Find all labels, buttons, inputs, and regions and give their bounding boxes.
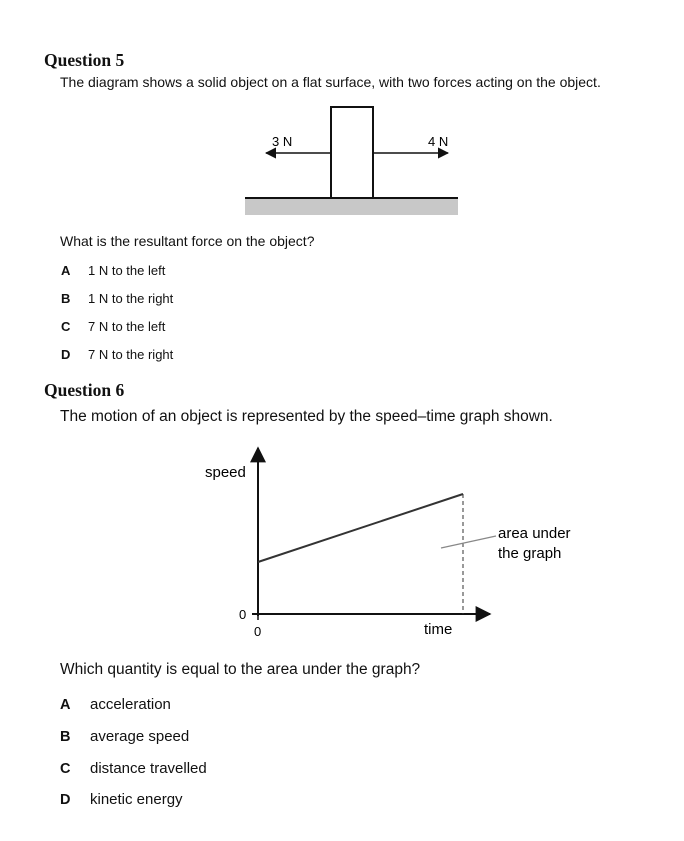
left-force-label: 3 N (272, 134, 293, 149)
option-c-text: 7 N to the left (88, 319, 166, 334)
flat-surface (245, 198, 458, 215)
question-6-prompt: Which quantity is equal to the area under the graph? (60, 661, 421, 678)
option-a-letter: A (61, 263, 71, 278)
question-6-title: Question 6 (44, 380, 125, 400)
y-origin-label: 0 (239, 607, 247, 622)
force-diagram (0, 0, 684, 230)
y-axis-label: speed (205, 464, 246, 481)
speed-line (258, 494, 463, 562)
option-d-letter: D (61, 347, 71, 362)
annotation-label-line-1: area under (498, 525, 571, 542)
option-b-letter: B (61, 291, 71, 306)
option-b-letter: B (60, 729, 71, 745)
option-c-text: distance travelled (90, 760, 207, 777)
option-a-letter: A (60, 697, 71, 713)
option-c-letter: C (61, 319, 71, 334)
question-5-stem: The diagram shows a solid object on a flat surface, with two forces acting on the object. (60, 74, 601, 90)
x-origin-label: 0 (254, 624, 262, 639)
option-b-text: 1 N to the right (88, 291, 174, 306)
question-5-prompt: What is the resultant force on the object? (60, 233, 315, 249)
option-d-letter: D (60, 792, 71, 808)
annotation-label-line-2: the graph (498, 545, 562, 562)
right-force-label: 4 N (428, 134, 449, 149)
question-5-title: Question 5 (44, 50, 125, 70)
x-axis-label: time (424, 621, 453, 638)
solid-object (331, 107, 373, 198)
option-b-text: average speed (90, 728, 190, 745)
option-d-text: 7 N to the right (88, 347, 174, 362)
option-a-text: acceleration (90, 696, 171, 713)
option-c-letter: C (60, 761, 71, 777)
question-6-stem: The motion of an object is represented by the speed–time graph shown. (60, 408, 553, 425)
speed-time-graph (0, 430, 684, 650)
annotation-pointer-line (441, 536, 496, 548)
option-a-text: 1 N to the left (88, 263, 166, 278)
option-d-text: kinetic energy (90, 791, 183, 808)
